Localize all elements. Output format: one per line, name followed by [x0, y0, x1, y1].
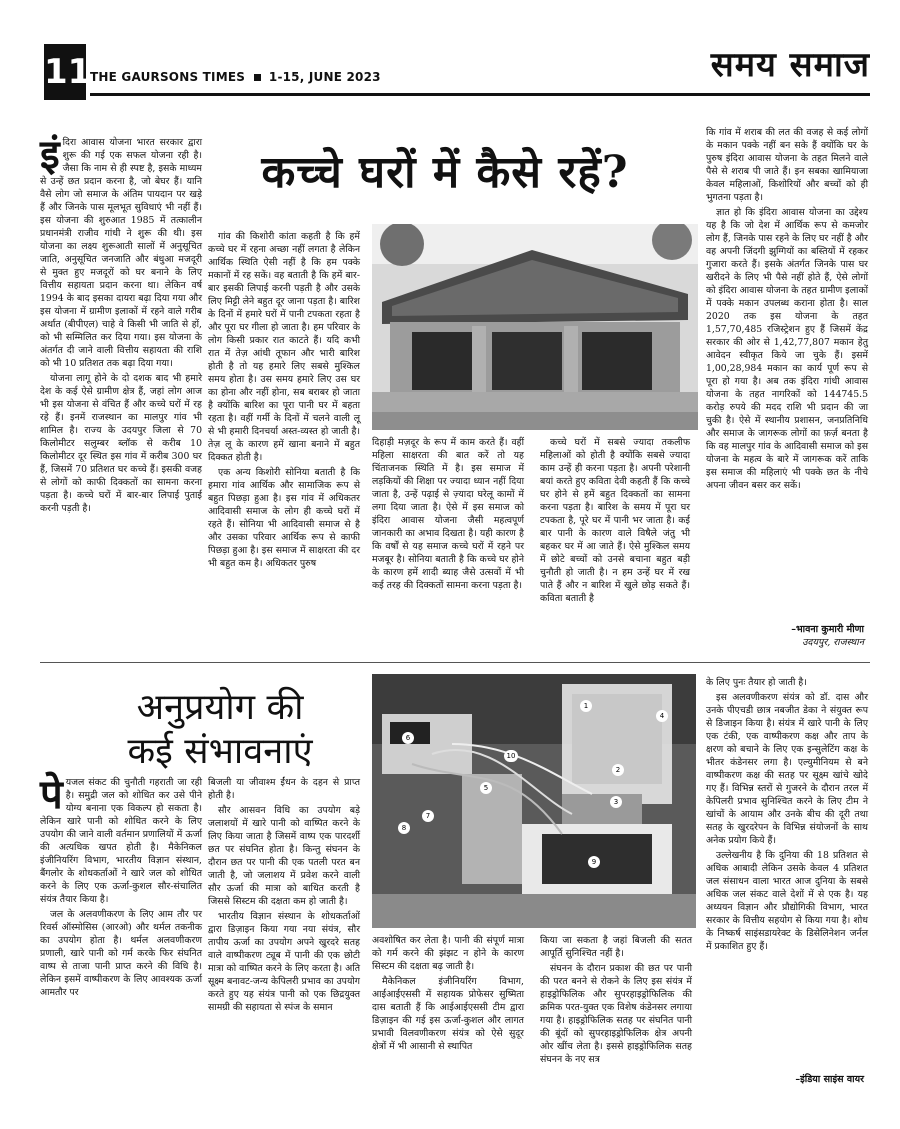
- paper-info: [90, 70, 381, 84]
- story1-column-3: [372, 436, 524, 606]
- story2-paragraph: इस अलवणीकरण संयंत्र को डॉ. दास और उनके पीएचडी छात्र नबजीत डेका ने संयुक्त रूप से डिजाइन किया है। संयंत्र में खारे पानी के लिए एक टंकी, एक वाष्पीकरण कक्ष और ताप के क्षरण को बचाने के लिए एक इन्सुलेटिंग कक्ष के भीतर कंडेनसर लगा है। एल्युमीनियम से बने वाष्पीकरण कक्ष की सतह पर सूक्ष्म खांचे खोदे गए हैं। विभिन्न स्तरों से गुजरने के दौरान तरल में केपिलरी प्रभाव सुनिश्चित करने के लिए टीम ने खांचों के आयाम और उनके बीच की दूरी तथा सतह के खुरदरेपन के विभिन्न संयोजनों के साथ अनेक प्रयोग किये हैं।: [706, 692, 868, 846]
- issue-date: 1-15, JUNE 2023: [268, 70, 381, 84]
- story1-paragraph: गांव की किशोरी कांता कहती है कि हमें कच्चे घर में रहना अच्छा नहीं लगता है लेकिन आर्थिक स्थिति ऐसी नहीं है कि हम पक्के मकानों में रह सकें। वह बताती है कि हमें बार-बार इसकी लिपाई करनी पड़ती है और उसके लिए मिट्टी लेने बहुत दूर जाना पड़ता है। बारिश के दिनों में हमारे घरों में पानी टपकता रहता है और पूरा घर गीला हो जाता है। हम परिवार के लोग किसी प्रकार रात काटते हैं। यदि कभी रात में तेज़ आंधी तूफान और भारी बारिश होती है तो यह हमारे लिए सबसे मुश्किल समय होता है। उस समय हमारे लिए उस घर का होना और नहीं होना, सब बराबर हो जाता है क्योंकि बारिश का पूरा पानी घर में बहता रहता है। वहीं गर्मी के दिनों में चलने वाली लू से भी हमारी दिनचर्या अस्त-व्यस्त हो जाती है। तेज़ लू के कारण हमें खाना बनाने में बहुत दिक्कत होती है।: [208, 231, 360, 463]
- header-rule: [90, 93, 870, 96]
- story2-paragraph: भारतीय विज्ञान संस्थान के शोधकर्ताओं द्वारा डिज़ाइन किया गया नया संयंत्र, सौर तापीय ऊर्जा का उपयोग अपने खुरदरे सतह वाले वाष्पीकरण ट्यूब में पानी की एक छोटी मात्रा को वाष्पित करने के लिए करता है। अति सूक्ष्म बनावट-जन्य केपिलरी प्रभाव का उपयोग करते हुए यह संयंत्र पानी को एक छिद्रयुक्त सामग्री की सहायता से स्पंज के समान: [208, 911, 360, 1013]
- photo-label-1: 1: [580, 700, 592, 712]
- house-illustration: [372, 224, 698, 430]
- story1-paragraph: दिरा आवास योजना भारत सरकार द्वारा शुरू की गई एक सफल योजना रही है। जैसा कि नाम से ही स्पष्ट है, इसके माध्यम से उन्हें छत प्रदान करना है, जो बेघर हैं। यानि वैसे लोग जो समाज के अंतिम पायदान पर खड़े हैं और जिनके पास मूलभूत सुविधाएं भी नहीं हैं। इस योजना की शुरुआत 1985 में तत्कालीन प्रधानमंत्री राजीव गांधी ने शुरू की थी। इस योजना का लक्ष्य शुरूआती सालों में अनुसूचित जाति, अनुसूचित जनजाति और बंधुआ मजदूरी से मुक्त हुए मजदूरों को घर बनाने के लिए वित्तीय सहायता प्रदान करना था। लेकिन वर्ष 1994 के बाद इसका दायरा बढ़ा दिया गया और इस योजना में ग्रामीण इलाकों में रहने वाले गरीब अर्थात (बीपीएल) चाहे वे किसी भी जाति से हों, को भी सम्मिलित कर दिया गया। इस योजना के अंतर्गत दी जाने वाली वित्तीय सहायता की राशि को भी 10 प्रतिशत तक बढ़ा दिया गया।: [40, 137, 202, 369]
- story2-column-2: [208, 776, 360, 1096]
- masthead: [40, 40, 870, 102]
- photo-label-9: 9: [588, 856, 600, 868]
- section-title: समय समाज: [710, 45, 870, 85]
- photo-label-5: 5: [480, 782, 492, 794]
- photo-label-3: 3: [610, 796, 622, 808]
- story1-paragraph: ज्ञात हो कि इंदिरा आवास योजना का उद्देश्य यह है कि जो देश में आर्थिक रूप से कमजोर लोग हैं, जिनके पास रहने के लिए घर नहीं है और वह अपनी जिंदगी झुग्गियों का बस्तियों में रहकर गुजारा करते हैं। इसके अंतर्गत जिनके पास घर खरीदने के लिए भी पैसे नहीं होते हैं, ऐसे लोगों को इंदिरा आवास योजना के तहत ग्रामीण इलाकों में पक्के मकान उपलब्ध कराना होता है। साल 2020 तक इस योजना के तहत 1,57,70,485 रजिस्ट्रेशन हुए हैं जिसमें केंद्र सरकार की ओर से 1,42,77,807 मकान हेतु आवेदन स्वीकृत किये जा चुके हैं। इसमें 1,00,28,984 मकान का कार्य पूर्ण रूप से पूरा हो गया है। अब तक इंदिरा गांधी आवास योजना के तहत नागरिकों को 144745.5 करोड़ रुपये की मदद राशि भी प्रदान की जा चुकी है। ऐसे में स्थानीय प्रशासन, जनप्रतिनिधि और समाज के जागरूक लोगों का फ़र्ज़ बनता है कि वह मालपुर गांव के आदिवासी समाज को इस योजना के महत्व के बारे में जागरूक करें ताकि इस समाज की महिलाएं भी पक्के छत के नीचे अपना जीवन बसर कर सकें।: [706, 207, 868, 491]
- story2-headline-line-1: अनुप्रयोग की: [136, 687, 304, 728]
- story1-column-4: [540, 436, 690, 606]
- story1-byline: [706, 622, 864, 648]
- story1-location: उदयपुर, राजस्थान: [802, 637, 864, 648]
- story2-paragraph: सौर आसवन विधि का उपयोग बड़े जलाशयों में खारे पानी को वाष्पित करने के लिए किया जाता है जिसमें वाष्प एक पारदर्शी छत पर संघनित होता है। किन्तु संघनन के दौरान छत पर पानी की एक पतली परत बन जाती है, जो जलाशय में प्रवेश करने वाली सौर ऊर्जा की मात्रा को बाधित करती है जिससे सिस्टम की दक्षता कम हो जाती है।: [208, 805, 360, 907]
- story1-author: –भावना कुमारी मीणा: [791, 624, 864, 635]
- story2-paragraph: किया जा सकता है जहां बिजली की सतत आपूर्ति सुनिश्चित नहीं है।: [540, 935, 692, 959]
- story2-headline-line-2: कई संभावनाएं: [127, 731, 313, 772]
- lab-setup-illustration: [372, 674, 696, 928]
- story2-column-5: [706, 676, 868, 1076]
- story2-dropcap: पे: [40, 771, 63, 818]
- story2-paragraph: के लिए पुनः तैयार हो जाती है।: [706, 677, 807, 688]
- kutcha-house-photo: [372, 224, 698, 430]
- paper-name: THE GAURSONS TIMES: [90, 70, 246, 84]
- story1-column-5: [706, 126, 868, 620]
- story2-column-4: [540, 934, 692, 1094]
- photo-label-4: 4: [656, 710, 668, 722]
- page-number: 11: [44, 44, 86, 100]
- story2-paragraph: बिजली या जीवाश्म ईंधन के दहन से प्राप्त होती है।: [208, 777, 360, 801]
- story1-paragraph: कच्चे घरों में सबसे ज्यादा तकलीफ महिलाओं को होती है क्योंकि सबसे ज्यादा काम उन्हें ही करना पड़ता है। अपनी परेशानी बयां करते हुए कविता देवी कहती हैं कि कच्चे घर होने से हमें बहुत दिक्कतों का सामना करना पड़ता है। बारिश के समय में पूरा घर टपकता है, पूरे घर में पानी भर जाता है। कई बार पानी के कारण वाले विषैले जंतु भी बहकर घर में आ जाते हैं। ऐसे मुश्किल समय में छोटे बच्चों को उनसे बचाना बहुत बड़ी चुनौती हो जाती है। न हम उन्हें घर में रख पाते हैं और न बारिश में खुले छोड़ सकते हैं। कविता बताती है: [540, 437, 690, 604]
- photo-label-6: 6: [402, 732, 414, 744]
- story-divider: [40, 662, 870, 663]
- story1-column-2: [208, 230, 360, 602]
- story1-column-1: [40, 131, 202, 601]
- separator-square-icon: [254, 74, 261, 81]
- story2-byline: –इंडिया साइंस वायर: [795, 1074, 864, 1085]
- story2-paragraph: मैकेनिकल इंजीनियरिंग विभाग, आईआईएससी में सहायक प्रोफेसर सुष्मिता दास बताती हैं कि आईआईएससी टीम द्वारा डिज़ाइन की गई इस ऊर्जा-कुशल और लागत प्रभावी विलवणीकरण संयंत्र को ऐसे सुदूर क्षेत्रों में भी आसानी से स्थापित: [372, 976, 524, 1052]
- photo-label-8: 8: [398, 822, 410, 834]
- photo-label-2: 2: [612, 764, 624, 776]
- story2-paragraph: यजल संकट की चुनौती गहराती जा रही है। समुद्री जल को शोधित कर उसे पीने योग्य बनाना एक विकल्प हो सकता है। लेकिन खारे पानी को शोधित करने के लिए उपयोग की जाने वाली वर्तमान प्रणालियों में ऊर्जा की अत्यधिक खपत होती है। मैकेनिकल इंजीनियरिंग विभाग, भारतीय विज्ञान संस्थान, बैंगलोर के शोधकर्ताओं ने खारे जल को शोधित करने के लिए एक ऊर्जा-कुशल सौर-संचालित संयंत्र तैयार किया है।: [40, 777, 202, 905]
- story2-column-1: [40, 771, 202, 1096]
- story1-headline: कच्चे घरों में कैसे रहें?: [261, 147, 629, 198]
- story1-paragraph: योजना लागू होने के दो दशक बाद भी हमारे देश के कई ऐसे ग्रामीण क्षेत्र हैं, जहां लोग आज भी इस योजना से वंचित हैं और कच्चे घरों में रह रहे हैं। इनमें राजस्थान का मालपुर गांव भी शामिल है। राज्य के उदयपुर जिला से 70 किलोमीटर सलुम्बर ब्लॉक से करीब 10 किलोमीटर दूर स्थित इस गांव में करीब 300 घर हैं, जिसमें 70 प्रतिशत घर कच्चे हैं। इसकी वजह से लोगों को काफी दिक्कतों का सामना करना पड़ता है। कच्चे घरों में बार-बार लिपाई पुताई करनी पड़ती है।: [40, 373, 202, 514]
- story2-paragraph: संघनन के दौरान प्रकाश की छत पर पानी की परत बनने से रोकने के लिए इस संयंत्र में हाइड्रोफिलिक और सुपरहाइड्रोफिलिक की क्रमिक परत-युक्त एक विशेष कंडेनसर लगाया गया है। हाइड्रोफिलिक सतह पर संघनित पानी की बूंदों को सुपरहाइड्रोफिलिक क्षेत्र अपनी ओर खींच लेता है। इससे हाइड्रोफिलिक सतह संघनन के नए सत्र: [540, 963, 692, 1065]
- desalination-plant-photo: [372, 674, 696, 928]
- story2-paragraph: जल के अलवणीकरण के लिए आम तौर पर रिवर्स ऑस्मोसिस (आरओ) और थर्मल तकनीक का उपयोग होता है। थर्मल अलवणीकरण प्रणाली, खारे पानी को गर्म करके फिर संघनित वाष्प से ताजा पानी प्राप्त करने की विधि है। लेकिन इसमें वाष्पीकरण के लिए आवश्यक ऊर्जा आमतौर पर: [40, 909, 202, 998]
- story1-paragraph: एक अन्य किशोरी सोनिया बताती है कि हमारा गांव आर्थिक और सामाजिक रूप से बहुत पिछड़ा हुआ है। इस गांव में अधिकतर आदिवासी समाज के लोग ही कच्चे घरों में रहते हैं। सोनिया भी आदिवासी समाज से है और उसका परिवार आर्थिक रूप से काफी पिछड़ा हुआ है। इस समाज में साक्षरता की दर भी बहुत कम है। अधिकतर पुरुष: [208, 467, 360, 569]
- photo-label-7: 7: [422, 810, 434, 822]
- story1-dropcap: इं: [40, 131, 60, 178]
- story2-headline: [80, 686, 360, 774]
- story2-column-3: [372, 934, 524, 1094]
- story2-paragraph: उल्लेखनीय है कि दुनिया की 18 प्रतिशत से अधिक आबादी लेकिन उसके केवल 4 प्रतिशत जल संसाधन वाला भारत आज दुनिया के सबसे अधिक जल संकट वाले देशों में से एक है। यह अध्ययन विज्ञान और प्रौद्योगिकी विभाग, भारत सरकार के वित्तीय सहयोग से किया गया है। शोध के निष्कर्ष साइंसडायरेक्ट के डिसेलिनेशन जर्नल में प्रकाशित हुए हैं।: [706, 850, 868, 952]
- story2-paragraph: अवशोषित कर लेता है। पानी की संपूर्ण मात्रा को गर्म करने की झंझट न होने के कारण सिस्टम की दक्षता बढ़ जाती है।: [372, 935, 524, 972]
- story1-paragraph: दिहाड़ी मज़दूर के रूप में काम करते हैं। वहीं महिला साक्षरता की बात करें तो यह चिंताजनक स्थिति में है। इस समाज में लड़कियों की शिक्षा पर ज्यादा ध्यान नहीं दिया जाता है, उन्हें पढ़ाई से ज़्यादा घरेलू कामों में लगा दिया जाता है। ऐसे में इस समाज को इंदिरा आवास योजना जैसी महत्वपूर्ण जानकारी का अभाव दिखता है। यही कारण है कि वर्षों से यह समाज कच्चे घरों में रहने पर मजबूर है। सोनिया बताती है कि कच्चे घर होने के कारण हमें शादी ब्याह जैसे उत्सवों में भी कई तरह की दिक्कतों सामना करना पड़ता है।: [372, 437, 524, 591]
- photo-label-10: 10: [504, 750, 518, 762]
- story1-paragraph: कि गांव में शराब की लत की वजह से कई लोगों के मकान पक्के नहीं बन सके हैं क्योंकि घर के पुरुष इंदिरा आवास योजना के तहत मिलने वाले पैसे से शराब पी जाते हैं। इन सबका खामियाजा केवल महिलाओं, किशोरियों और बच्चों को ही भुगतना पड़ता है।: [706, 127, 868, 203]
